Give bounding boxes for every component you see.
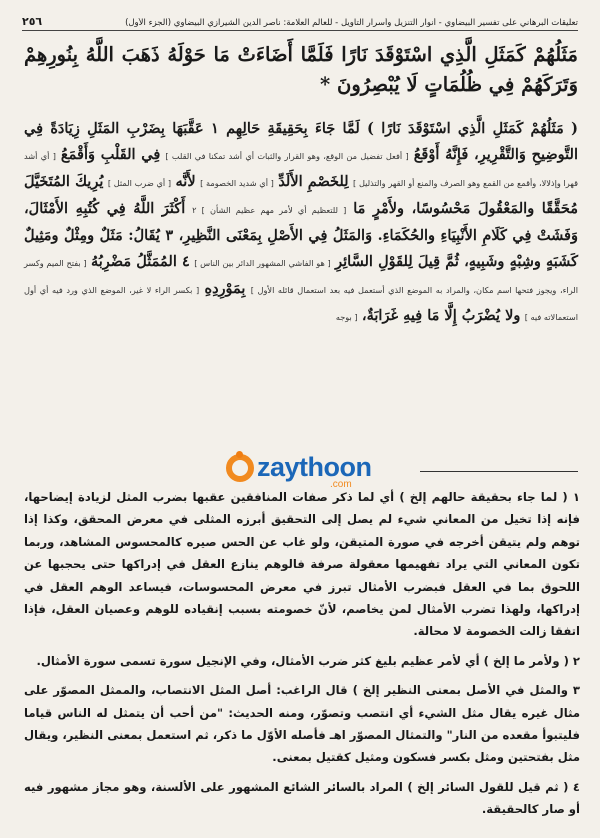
inline-gloss: [ هو الفاشي المشهور الدائر بين الناس ] xyxy=(194,258,331,268)
commentary-segment: ٤ المُمَثَّلُ مَضْرِبُهُ xyxy=(90,253,190,270)
inline-gloss: [ أي أشد قهرا وإذلالا، وأقمع من القمع وهو الصرف والمنع أو القهر والتذليل ] xyxy=(24,151,578,188)
page-number: ٢٥٦ xyxy=(22,15,43,28)
commentary-segment: لأَنَّه xyxy=(175,173,196,190)
commentary-segment: فِي القَلْبِ وَأَقْمَعُ xyxy=(60,146,161,163)
inline-gloss: [ أي شديد الخصومة ] xyxy=(200,178,274,188)
commentary-segment: يُرِيكَ المُتَخَيَّلَ مُحَقَّقًا والمَعْقُولَ مَحْسُوسًا، ولأَمْرٍ مَا xyxy=(24,173,579,217)
footnote: ٣ والمثل في الأصل بمعنى النظير إلخ ) قال الراغب: أصل المثل الانتصاب، والممثل المصوّر على مثال غيره يقال مثل الشيء أي انتصب وتصوّر، ومنه الحديث: "من أحب أن يتمثل له الناس قياما فليتبوأ مقعده من النار" والتمثال المصوّر اهـ فأصله الأوّل ما ذكر، ثم استعمل بمعنى النظير، ويقال مثل بفتحتين ومثل بكسر فسكون ومثيل كقتيل بمعنى. xyxy=(24,683,580,765)
footnote: ٤ ( ثم قيل للقول السائر إلخ ) المراد بالسائر الشائع المشهور على الألسنة، وهو مجاز مشهور فيه أو صار كالحقيقة. xyxy=(24,779,580,817)
commentary-segment: أَكْثَرَ اللَّهُ فِي كُتُبِهِ الأَمْثَالَ، وَفَشَتْ فِي كَلَامِ الأَنْبِيَاءِ والحُكَمَاءِ. وَالمَثَلُ فِي الأَصْلِ بِمَعْنَى النَّظِيرِ، ٣ يُقَالُ: مَثَلٌ ومِثْلٌ ومَثِيلٌ كَشَبَهٍ وشِبْهٍ وشَبِيهٍ، ثُمَّ قِيلَ لِلقَوْلِ السَّائِرِ xyxy=(24,200,578,270)
commentary-segment: ( مَثَلُهُمْ كَمَثَلِ الَّذِي اسْتَوْقَدَ نَارًا ) لَمَّا جَاءَ بِحَقِيقَةِ حَالِهِم ١ عَقَّبَهَا بِضَرْبِ المَثَلِ زِيَادَةً فِي التَّوضِيحِ وَالتَّقْرِيرِ، فَإِنَّهُ أَوْقَعُ xyxy=(24,120,578,163)
watermark-domain: .com xyxy=(330,479,352,490)
quran-verse: مَثَلُهُمْ كَمَثَلِ الَّذِي اسْتَوْقَدَ نَارًا فَلَمَّا أَضَاءَتْ مَا حَوْلَهُ ذَهَبَ اللَّهُ بِنُورِهِمْ وَتَرَكَهُمْ فِي ظُلُمَاتٍ لَا يُبْصِرُونَ * xyxy=(24,43,578,96)
footnote: ١ ( لما جاء بحقيقة حالهم إلخ ) أي لما ذكر صفات المنافقين عقبها بضرب المثل لزيادة إيضاحها، فإنه إذا تخيل من المعاني شيء لم يصل إلى التحقيق أبرزه المثلى في معرض المحقق، وكذا إذا توهم ولم يتيقن أخرجه في صورة المتيقن، ولو غاب عن الحس صيره كالمحسوس المشاهد، وربما تكون المعاني التي يراد تفهيمها معقولة صرفة فالوهم ينازع العقل في إدراكها حتى يحجبها عن اللحوق بما في العقل فبضرب الأمثال تبرز في معرض المحسوسات، فيساعد الوهم العقل في إدراكها، ولهذا تضرب الأمثال لمن يخاصم، لأنّ خصومته بسبب إنقياده للوهم وعصيان العقل، فإذا اتفقا زالت الخصومة لا محالة. xyxy=(24,490,580,639)
inline-gloss: [ بفتح الميم وكسر الراء، ويجوز فتحها اسم مكان، والمراد به الموضع الذي أستعمل فيه بعد استعمال قائله الأول ] xyxy=(24,258,579,295)
olive-o-icon xyxy=(226,454,254,482)
inline-gloss: [ أفعل تفضيل من الوقع، وهو القرار والثبات أي أشد تمكنا في القلب ] xyxy=(165,151,409,161)
footnote-divider xyxy=(420,471,578,472)
watermark-name: zaythoon xyxy=(257,452,372,482)
footnotes xyxy=(24,486,580,828)
commentary-segment: لِلخَصْمِ الأَلَدِّ xyxy=(278,173,349,190)
running-header xyxy=(22,10,578,31)
commentary-text xyxy=(24,116,578,330)
inline-gloss: [ بكسر الراء لا غير، الموضع الذي ورد فيه أي أول استعمالاته فيه ] xyxy=(24,285,578,322)
header-title: تعليقات البرهاني على تفسير البيضاوي - أنوار التنزيل وأسرار التأويل - للعالم العلامة: ناصر الدين الشيرازي البيضاوي (الجزء الأول) xyxy=(125,18,578,28)
commentary-segment: ولا يُضْرَبُ إِلَّا مَا فِيهِ غَرَابَةٌ، xyxy=(361,307,521,324)
footnote: ٢ ( ولأمر ما إلخ ) أي لأمر عظيم بليغ كثر ضرب الأمثال، وفي الإنجيل سورة تسمى سورة الأمثال. xyxy=(36,653,580,668)
inline-gloss: [ أي ضرب المثل ] xyxy=(107,178,172,188)
commentary-segment: بِمَوْرِدِهِ xyxy=(204,280,246,297)
inline-gloss: [ بوجه xyxy=(335,312,358,322)
inline-gloss: [ للتعظيم أي لأمر مهم عظيم الشأن ] ٢ xyxy=(192,205,347,215)
